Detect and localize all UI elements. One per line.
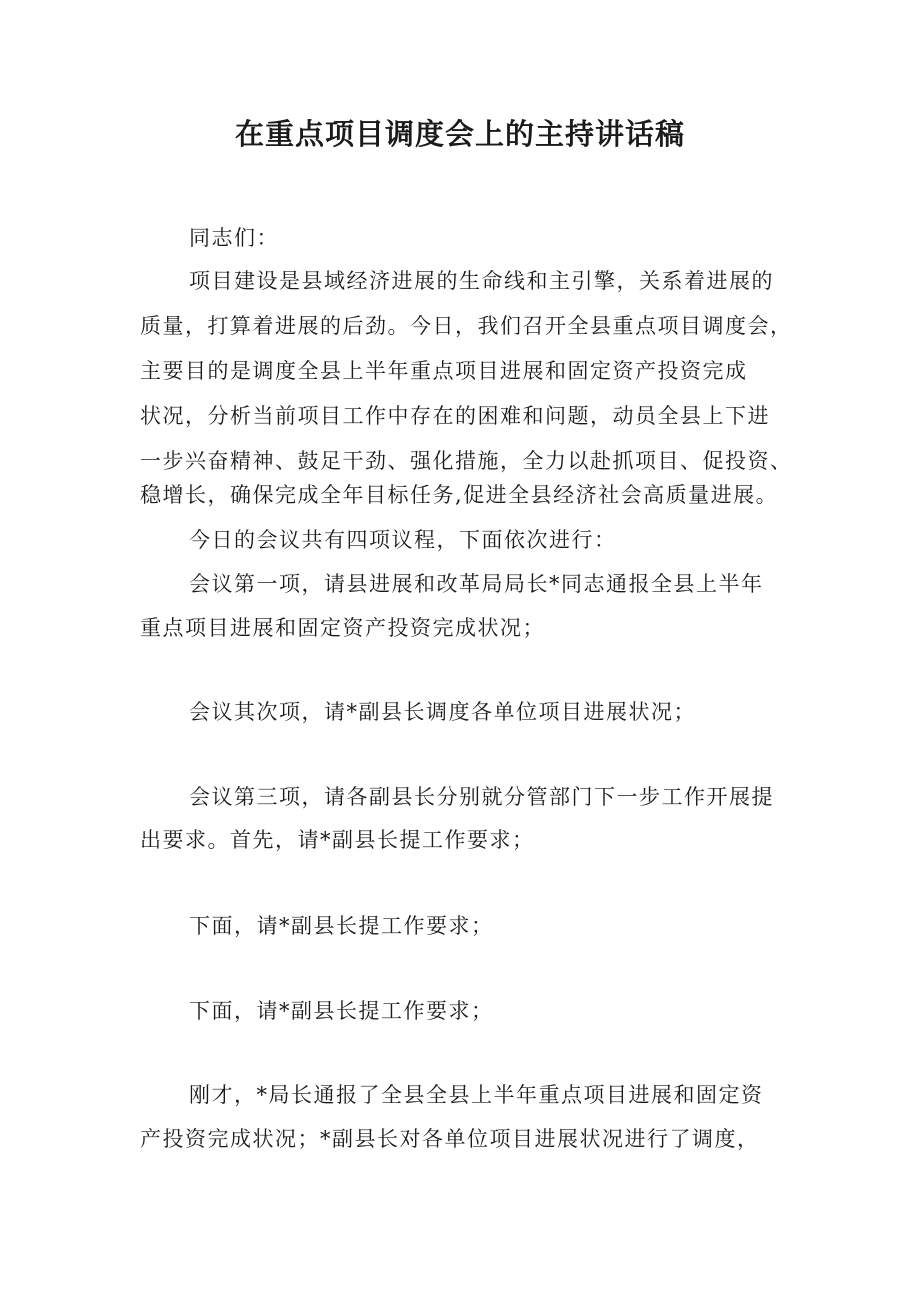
- paragraph-line: 项目建设是县域经济进展的生命线和主引擎，关系着进展的: [189, 269, 774, 293]
- paragraph-line: 出要求。首先，请*副县长提工作要求；: [140, 828, 535, 852]
- paragraph-line: 一步兴奋精神、鼓足干劲、强化措施，全力以赴抓项目、促投资、: [140, 449, 793, 473]
- paragraph-line: 状况，分析当前项目工作中存在的困难和问题，动员全县上下进: [140, 404, 770, 428]
- paragraph-line: 会议第三项，请各副县长分别就分管部门下一步工作开展提: [189, 785, 774, 809]
- paragraph-line: 稳增长，确保完成全年目标任务,促进全县经济社会高质量进展。: [140, 483, 779, 507]
- salutation: 同志们：: [189, 226, 279, 250]
- document-title: 在重点项目调度会上的主持讲话稿: [234, 117, 685, 151]
- paragraph-line: 下面，请*副县长提工作要求；: [189, 914, 494, 938]
- paragraph-line: 今日的会议共有四项议程，下面依次进行：: [189, 528, 617, 552]
- paragraph-line: 刚才，*局长通报了全县全县上半年重点项目进展和固定资: [189, 1083, 764, 1107]
- paragraph-line: 下面，请*副县长提工作要求；: [189, 999, 494, 1023]
- paragraph-line: 质量，打算着进展的后劲。今日，我们召开全县重点项目调度会，: [140, 314, 793, 338]
- paragraph-line: 主要目的是调度全县上半年重点项目进展和固定资产投资完成: [140, 359, 748, 383]
- paragraph-line: 会议第一项，请县进展和改革局局长*同志通报全县上半年: [189, 572, 764, 596]
- paragraph-line: 重点项目进展和固定资产投资完成状况；: [140, 616, 545, 640]
- paragraph-line: 会议其次项，请*副县长调度各单位项目进展状况；: [189, 700, 696, 724]
- paragraph-line: 产投资完成状况；*副县长对各单位项目进展状况进行了调度，: [140, 1127, 760, 1151]
